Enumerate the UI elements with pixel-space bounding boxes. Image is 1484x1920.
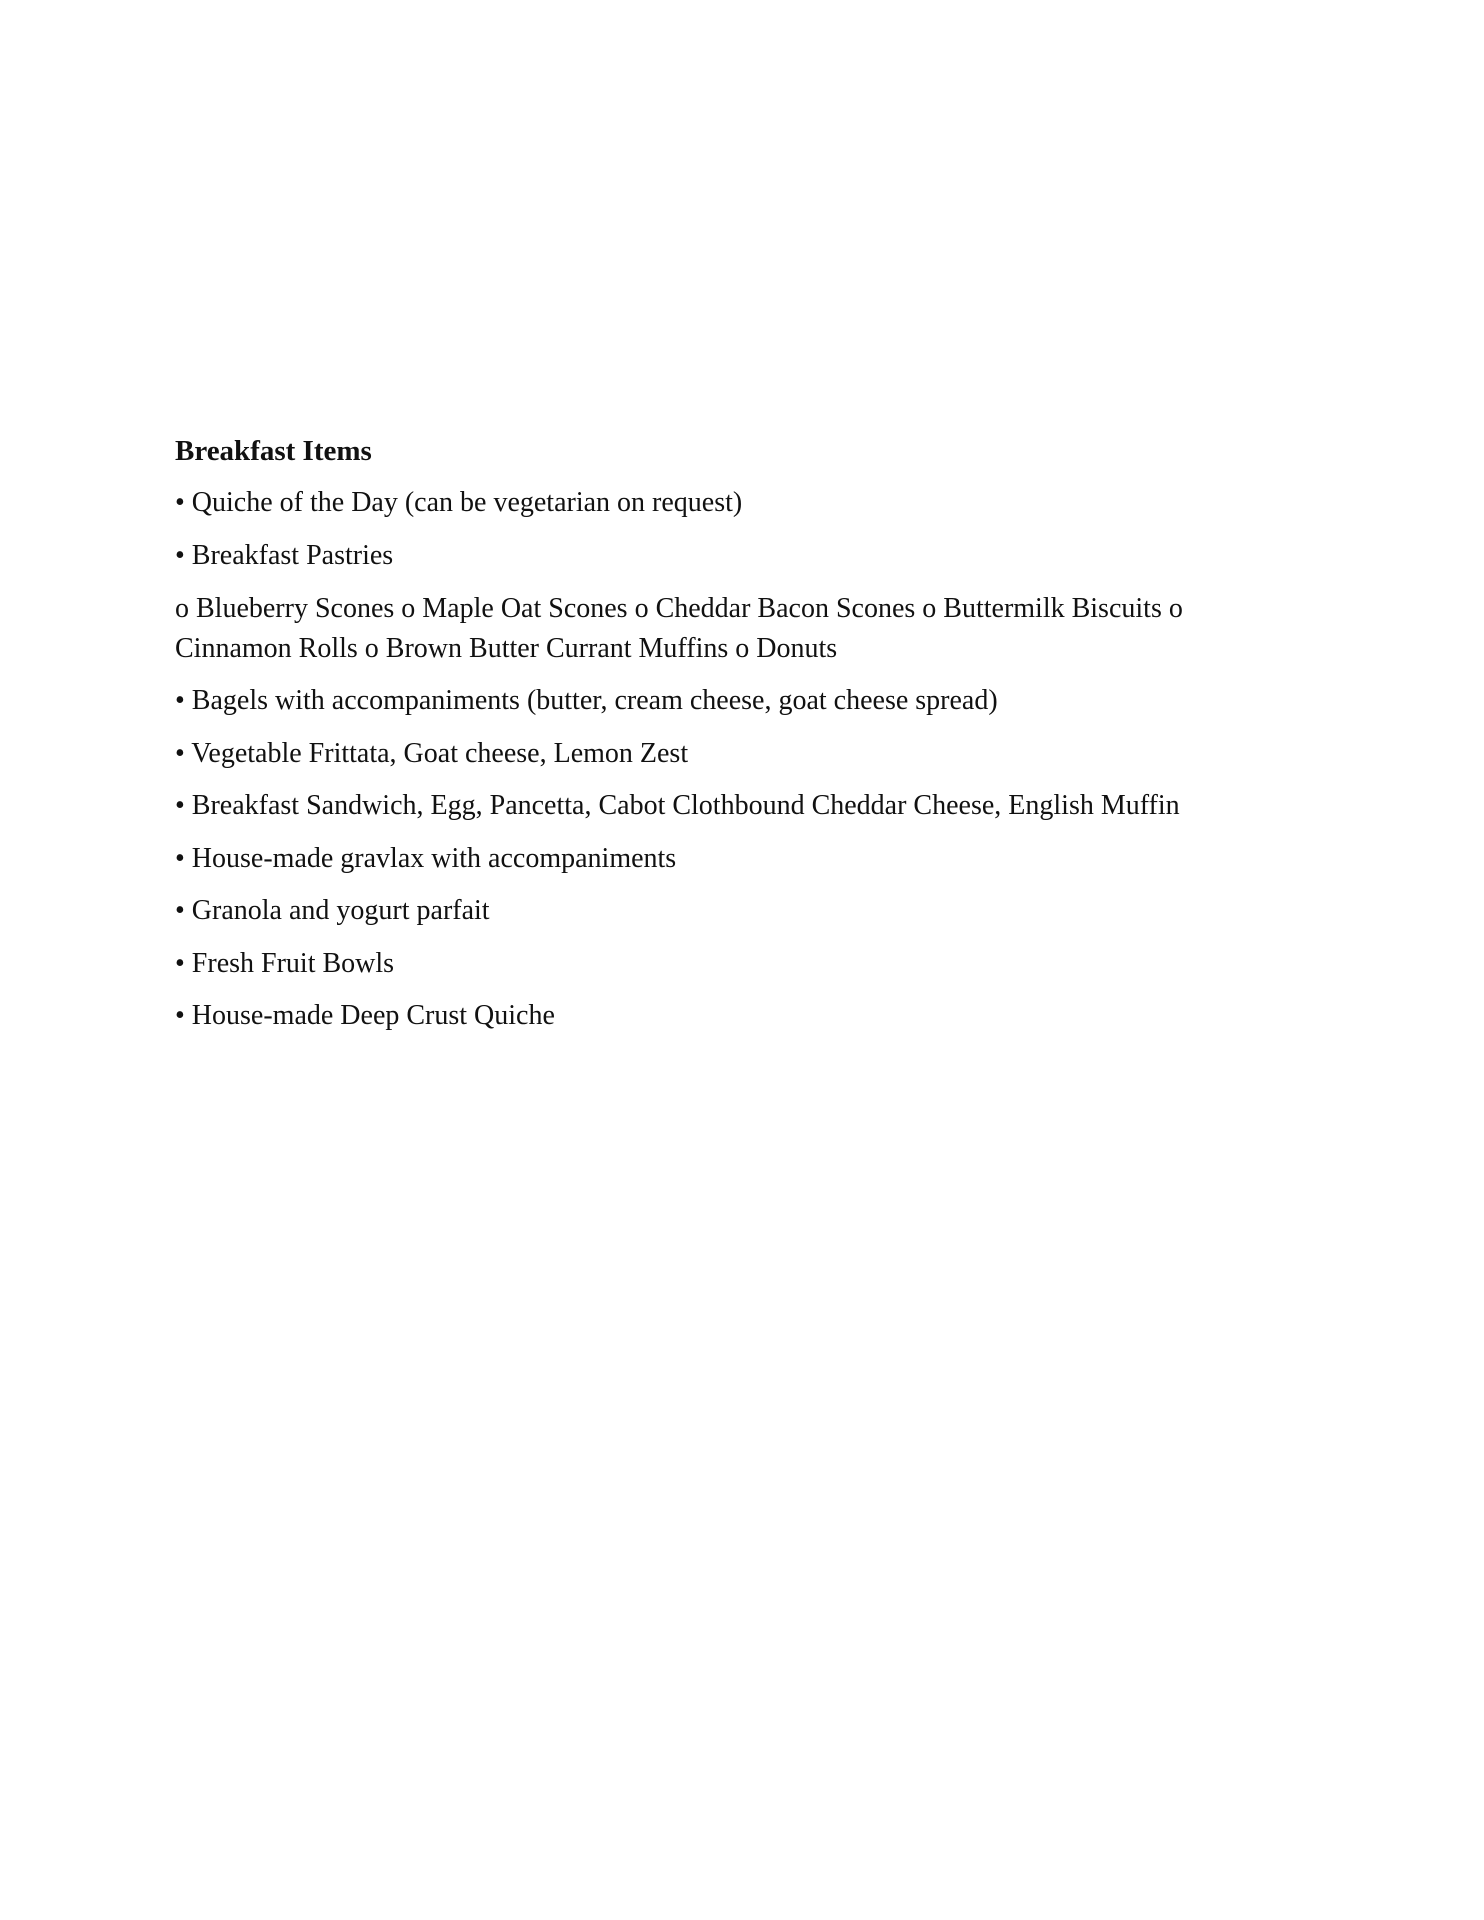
list-item: • Fresh Fruit Bowls bbox=[175, 947, 395, 979]
list-item: • Quiche of the Day (can be vegetarian on request) bbox=[175, 487, 743, 518]
list-item: • Vegetable Frittata, Goat cheese, Lemon Zest bbox=[175, 737, 689, 769]
list-item: • Breakfast Sandwich, Egg, Pancetta, Cabot Clothbound Cheddar Cheese, English Muffin bbox=[175, 790, 1180, 821]
list-item: • House-made Deep Crust Quiche bbox=[175, 1000, 555, 1031]
list-item: • House-made gravlax with accompaniments bbox=[175, 842, 677, 874]
menu-section bbox=[175, 432, 1315, 1050]
sub-list-items: o Blueberry Scones o Maple Oat Scones o Cheddar Bacon Scones o Buttermilk Biscuits o Cinnamon Rolls o Brown Butter Currant Muffins o Donuts bbox=[175, 593, 1183, 664]
list-item: • Bagels with accompaniments (butter, cream cheese, goat cheese spread) bbox=[175, 685, 998, 716]
list-item: • Granola and yogurt parfait bbox=[175, 895, 490, 926]
section-heading: Breakfast Items bbox=[175, 435, 372, 467]
list-item: • Breakfast Pastries bbox=[175, 539, 394, 571]
